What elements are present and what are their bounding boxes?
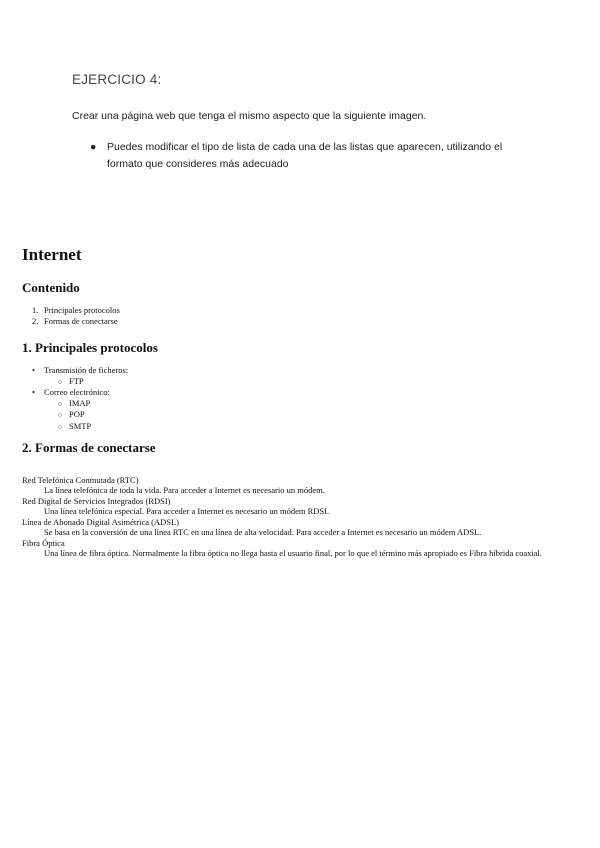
circle-bullet-icon: ○ bbox=[58, 422, 63, 431]
bullet-icon: ● bbox=[90, 141, 97, 153]
protocol-item bbox=[32, 421, 128, 433]
circle-bullet-icon: ○ bbox=[58, 411, 63, 419]
protocol-item-label: FTP bbox=[69, 375, 84, 386]
sample-title: Internet bbox=[22, 245, 82, 264]
disc-bullet-icon: • bbox=[32, 365, 35, 375]
protocol-item bbox=[32, 376, 128, 388]
protocol-item-label: POP bbox=[69, 409, 85, 419]
protocols-list bbox=[32, 365, 128, 432]
protocol-item bbox=[32, 409, 128, 421]
disc-bullet-icon: • bbox=[32, 387, 35, 397]
connection-desc: Se basa en la conversión de una línea RTC en una línea de alta velocidad. Para acceder a Internet es necesario un módem ADSL. bbox=[44, 527, 482, 537]
connection-desc: La línea telefónica de toda la vida. Para acceder a Internet es necesario un módem. bbox=[44, 485, 325, 495]
connection-term: Red Digital de Servicios Integrados (RDSI) bbox=[22, 495, 171, 506]
circle-bullet-icon: ○ bbox=[58, 377, 63, 386]
toc-number: 1. bbox=[32, 305, 39, 315]
circle-bullet-icon: ○ bbox=[58, 399, 63, 408]
toc-item bbox=[32, 305, 120, 316]
exercise-title: EJERCICIO 4: bbox=[72, 72, 162, 87]
protocol-group bbox=[32, 387, 128, 432]
connection-desc: Una línea de fibra óptica. Normalmente la fibra óptica no llega hasta el usuario final, por lo que el término más apropiado es Fibra híbrida coaxial. bbox=[44, 548, 543, 558]
toc-item bbox=[32, 316, 120, 327]
toc-label: Principales protocolos bbox=[44, 305, 120, 315]
protocol-item-label: IMAP bbox=[69, 397, 91, 408]
protocol-group-label: Correo electrónico: bbox=[44, 387, 110, 397]
toc-label: Formas de conectarse bbox=[44, 315, 118, 326]
protocol-sublist bbox=[32, 398, 128, 433]
sample-page bbox=[22, 244, 592, 558]
protocol-group-label: Transmisión de ficheros: bbox=[44, 365, 129, 375]
connection-term: Línea de Abonado Digital Asimétrica (ADSL) bbox=[22, 516, 179, 527]
protocols-heading: 1. Principales protocolos bbox=[22, 340, 158, 355]
protocol-sublist bbox=[32, 376, 128, 388]
exercise-bullet-text: Puedes modificar el tipo de lista de cada una de las listas que aparecen, utilizando el formato que consideres más adecuado bbox=[107, 141, 503, 170]
protocol-item bbox=[32, 398, 128, 410]
toc-list bbox=[32, 305, 120, 326]
protocol-group bbox=[32, 365, 128, 387]
connection-term: Fibra Óptica bbox=[22, 537, 65, 548]
connections-list bbox=[22, 475, 592, 559]
connect-heading: 2. Formas de conectarse bbox=[22, 440, 156, 455]
contents-heading: Contenido bbox=[22, 280, 80, 295]
exercise-instruction: Crear una página web que tenga el mismo aspecto que la siguiente imagen. bbox=[72, 110, 427, 122]
exercise-bullet bbox=[90, 139, 540, 173]
connection-desc: Una línea telefónica especial. Para acceder a Internet es necesario un módem RDSI. bbox=[44, 506, 330, 516]
toc-number: 2. bbox=[32, 315, 39, 326]
protocol-item-label: SMTP bbox=[69, 420, 92, 431]
connection-term: Red Telefónica Conmutada (RTC) bbox=[22, 474, 139, 485]
